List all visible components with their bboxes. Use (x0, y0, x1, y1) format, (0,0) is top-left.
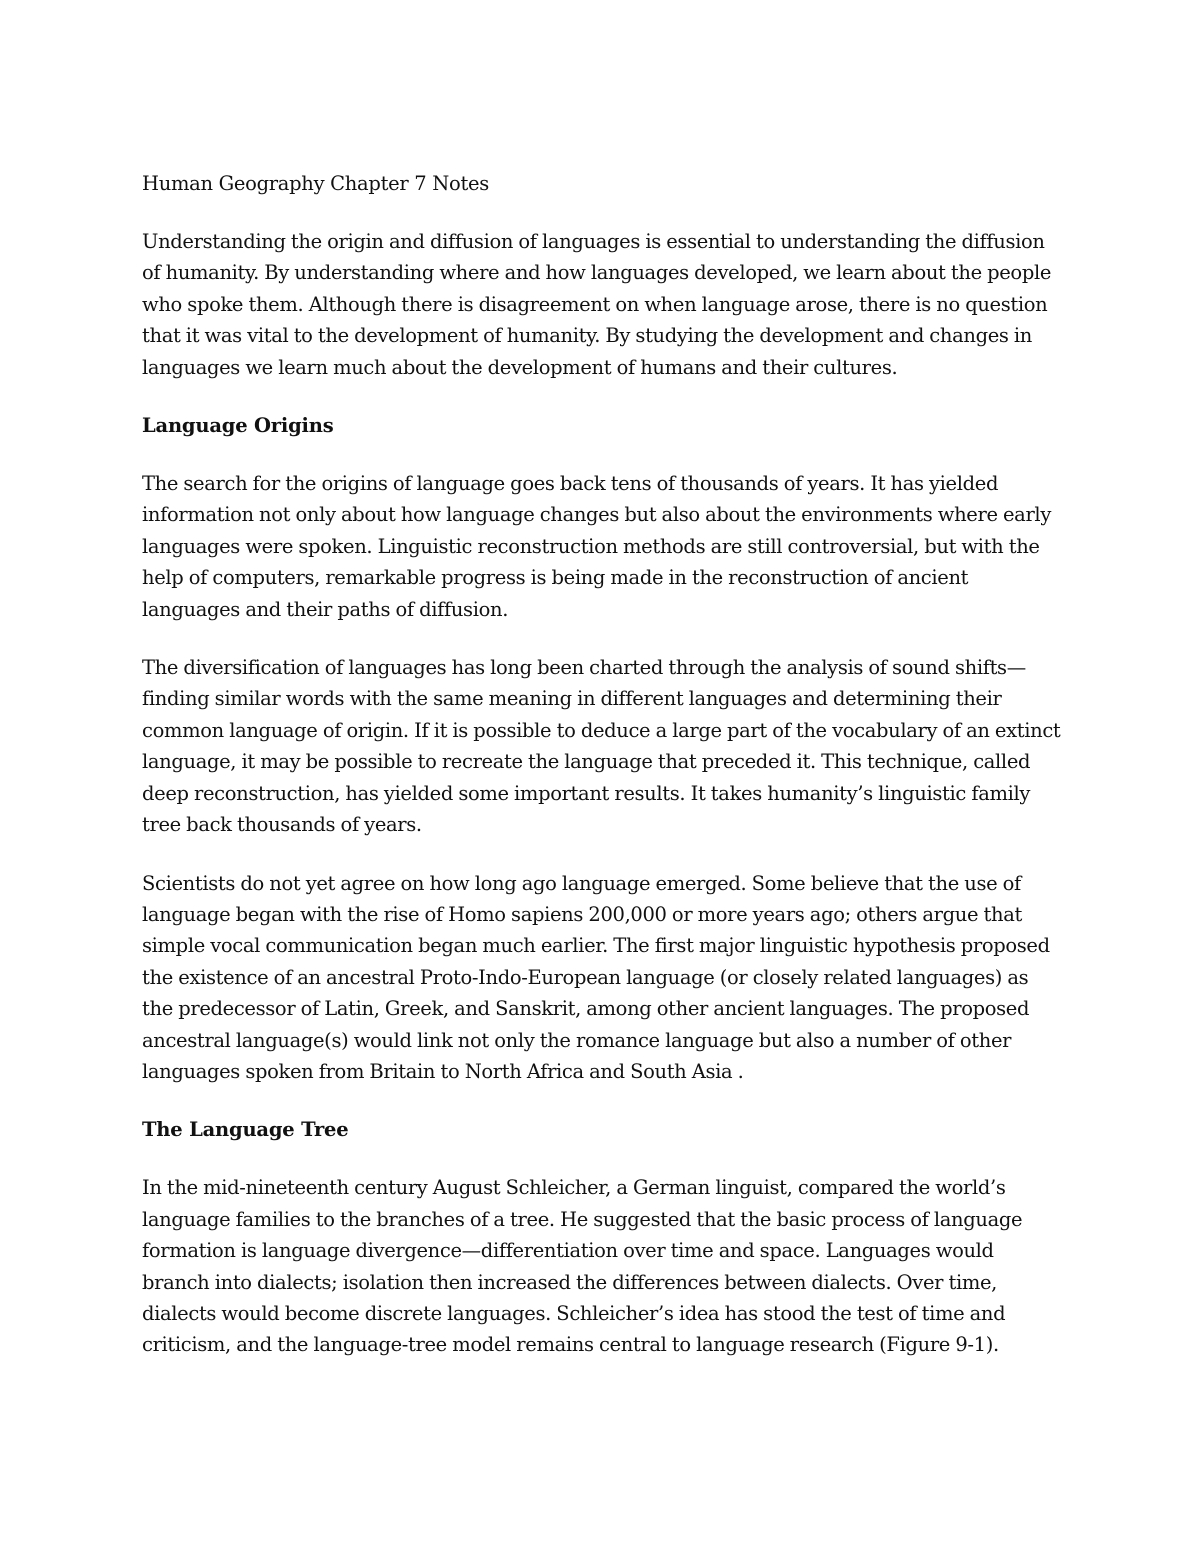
paragraph-origins-3: Scientists do not yet agree on how long ago language emerged. Some believe that the use of language began with the rise of Homo sapiens 200,000 or more years ago; others argue that simple vocal communication began much earlier. The first major linguistic hypothesis proposed the existence of an ancestral Proto-Indo-European language (or closely related languages) as the predecessor of Latin, Greek, and Sanskrit, among other ancient languages. The proposed ancestral language(s) would link not only the romance language but also a number of other languages spoken from Britain to North Africa and South Asia . (142, 871, 1050, 1083)
paragraph-origins-2: The diversification of languages has long been charted through the analysis of sound shifts—finding similar words with the same meaning in different languages and determining their common language of origin. If it is possible to deduce a large part of the vocabulary of an extinct language, it may be possible to recreate the language that preceded it. This technique, called deep reconstruction, has yielded some important results. It takes humanity’s linguistic family tree back thousands of years. (142, 656, 1061, 837)
paragraph-origins-1: The search for the origins of language goes back tens of thousands of years. It has yielded information not only about how language changes but also about the environments where early languages were spoken. Linguistic reconstruction methods are still controversial, but with the help of computers, remarkable progress is being made in the reconstruction of ancient languages and their paths of diffusion. (142, 472, 1051, 621)
section-heading-language-tree: The Language Tree (142, 1118, 349, 1142)
document-title: Human Geography Chapter 7 Notes (142, 172, 489, 195)
paragraph-tree-1: In the mid-nineteenth century August Schleicher, a German linguist, compared the world’s language families to the branches of a tree. He suggested that the basic process of language formation is language divergence—differentiation over time and space. Languages would branch into dialects; isolation then increased the differences between dialects. Over time, dialects would become discrete languages. Schleicher’s idea has stood the test of time and criticism, and the language-tree model remains central to language research (Figure 9-1). (142, 1176, 1023, 1357)
section-heading-language-origins: Language Origins (142, 414, 334, 438)
document-page (142, 168, 1062, 1388)
intro-paragraph: Understanding the origin and diffusion of languages is essential to understanding the diffusion of humanity. By understanding where and how languages developed, we learn about the people who spoke them. Although there is disagreement on when language arose, there is no question that it was vital to the development of humanity. By studying the development and changes in languages we learn much about the development of humans and their cultures. (142, 230, 1052, 379)
